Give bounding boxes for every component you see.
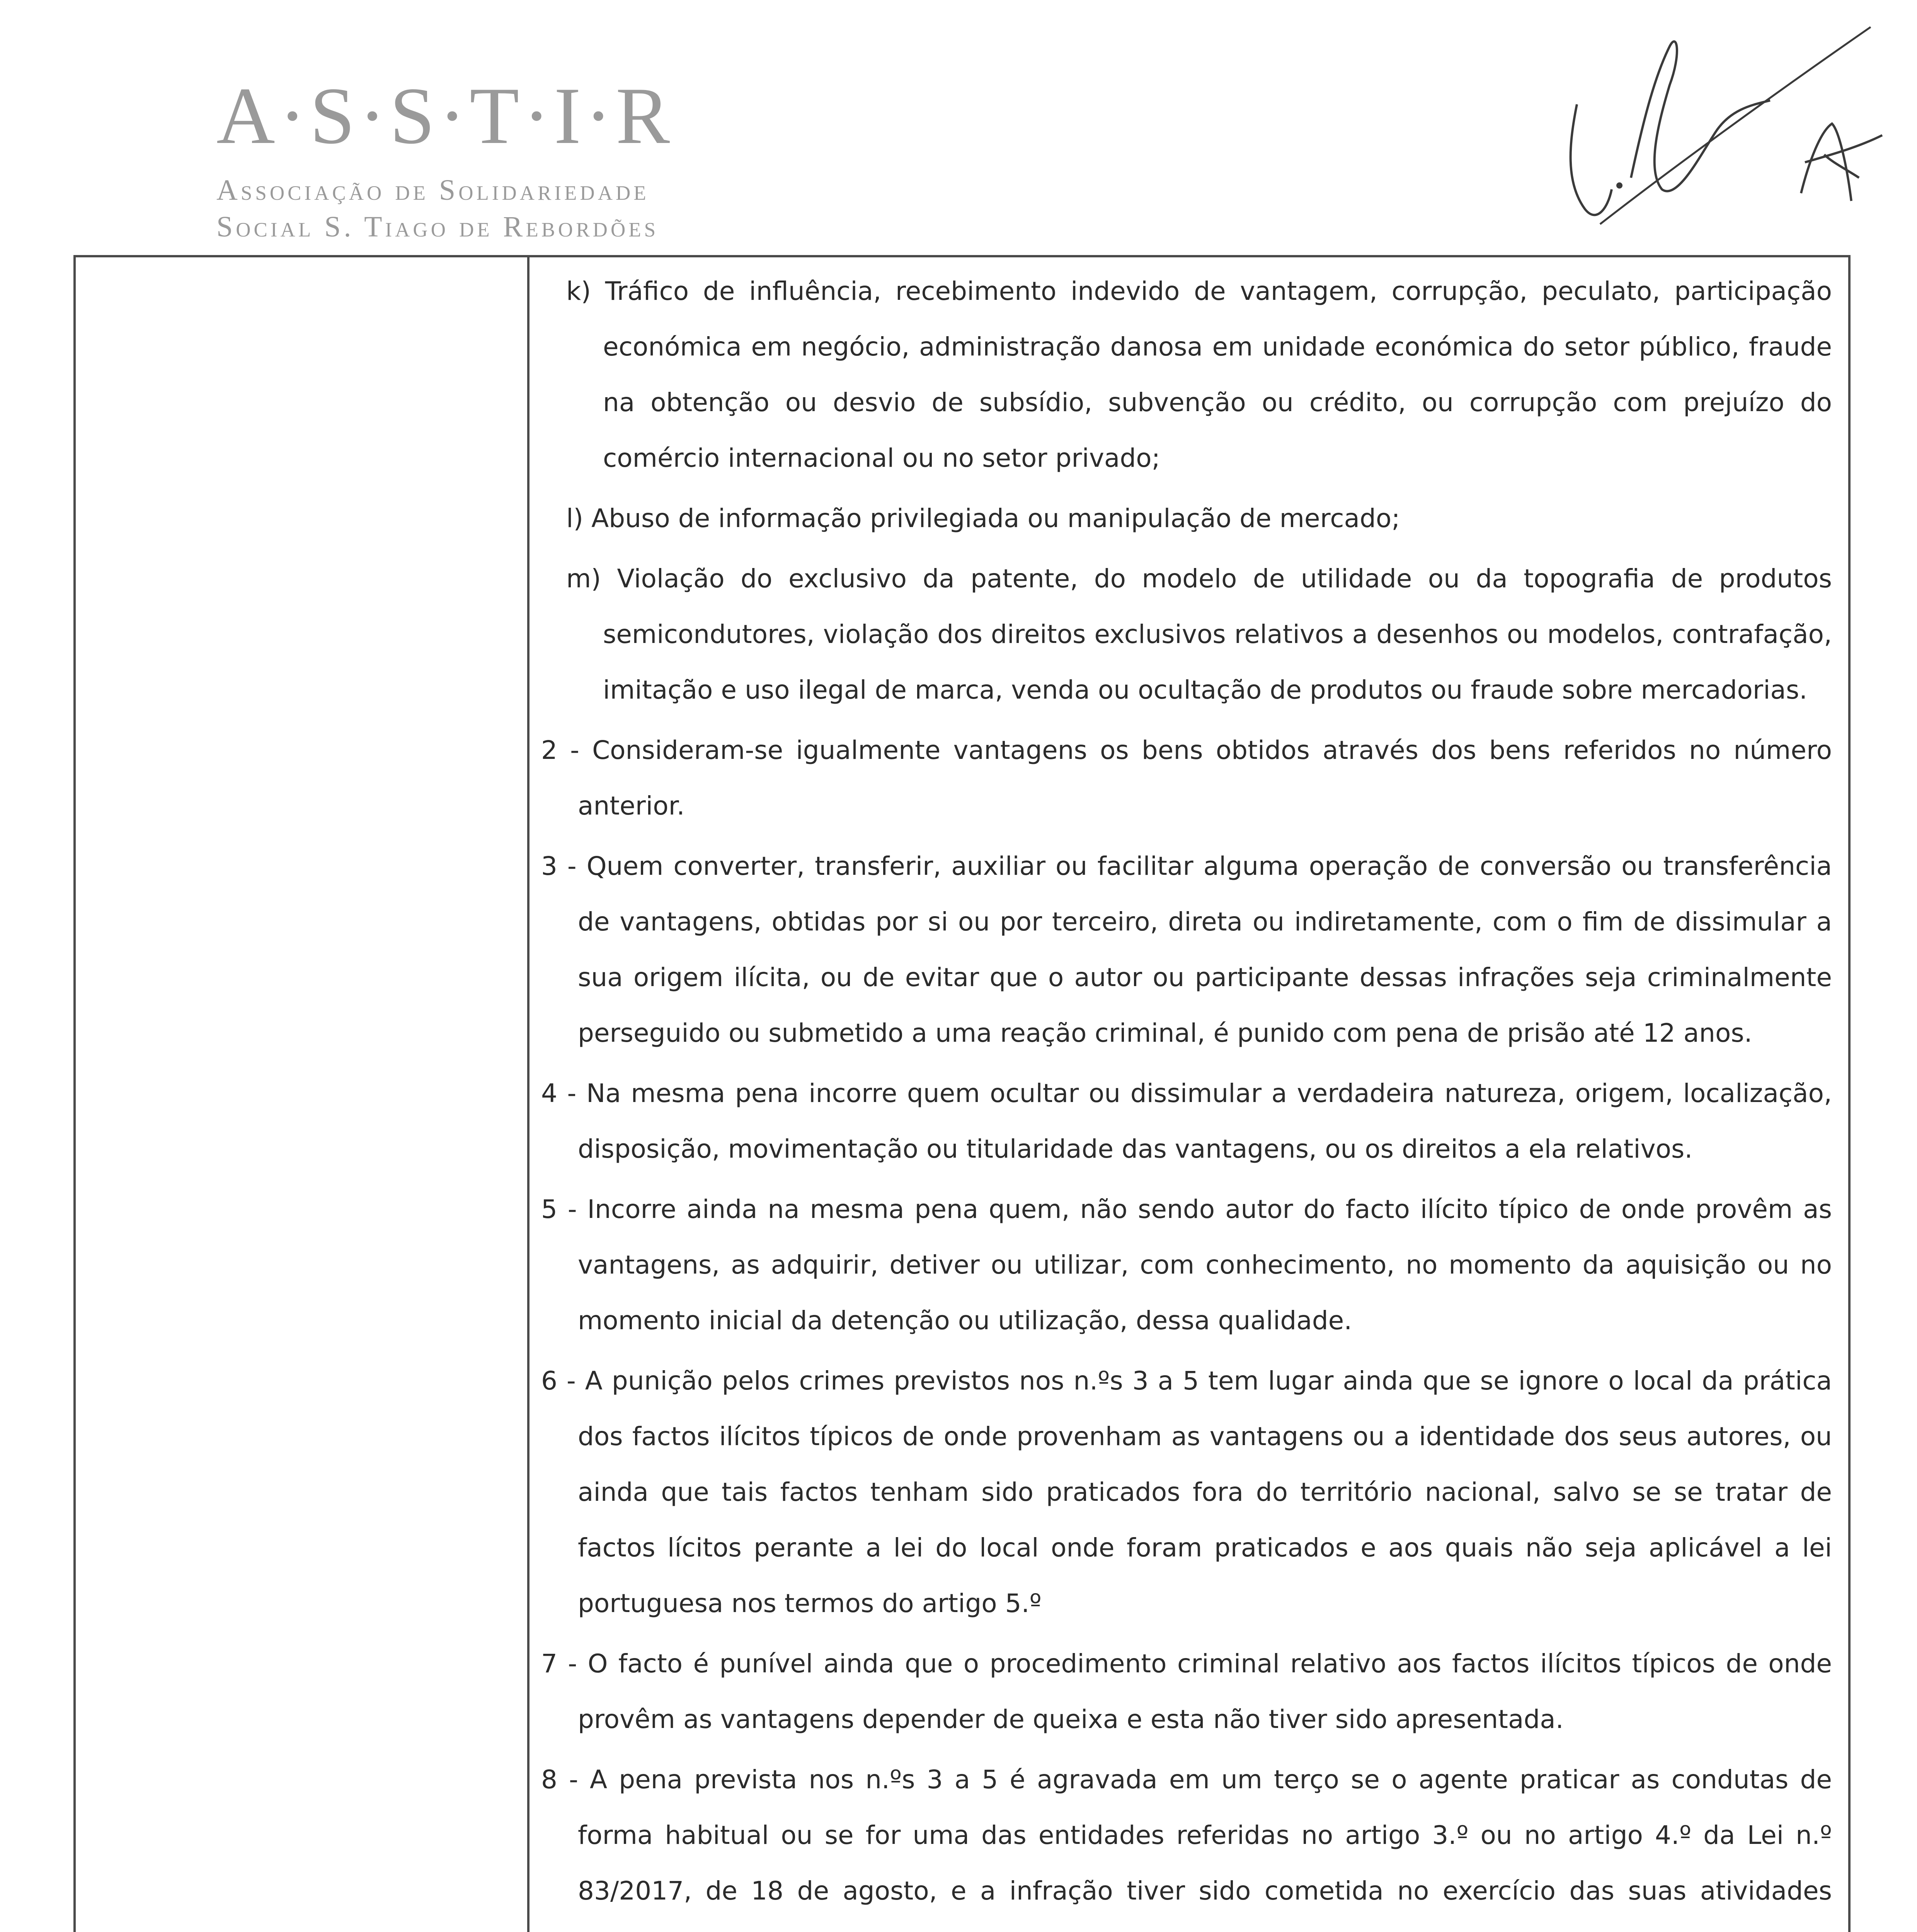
numbered-paragraph: 6 - A punição pelos crimes previstos nos n.ºs 3 a 5 tem lugar ainda que se ignore o local da prática dos factos ilícitos típicos de onde provenham as vantagens ou a identidade dos seus autores, ou ainda que tais factos tenham sido praticados fora do território nacional, salvo se se tratar de factos lícitos perante a lei do local onde foram praticados e aos quais não seja aplicável a lei portuguesa nos termos do artigo 5.º xyxy=(541,1366,1832,1618)
table-left-column xyxy=(73,255,529,1932)
numbered-paragraph: 3 - Quem converter, transferir, auxiliar ou facilitar alguma operação de conversão ou transferência de vantagens, obtidas por si ou por terceiro, direta ou indiretamente, com o fim de dissimular a sua origem ilícita, ou de evitar que o autor ou participante dessas infrações seja criminalmente perseguido ou submetido a uma reação criminal, é punido com pena de prisão até 12 anos. xyxy=(541,851,1832,1048)
list-item: m) Violação do exclusivo da patente, do modelo de utilidade ou da topografia de produtos semicondutores, violação dos direitos exclusivos relativos a desenhos ou modelos, contrafação, imitação e uso ilegal de marca, venda ou ocultação de produtos ou fraude sobre mercadorias. xyxy=(566,564,1832,705)
numbered-paragraph: 4 - Na mesma pena incorre quem ocultar ou dissimular a verdadeira natureza, origem, localização, disposição, movimentação ou titularidade das vantagens, ou os direitos a ela relativos. xyxy=(541,1078,1832,1164)
signature-icon xyxy=(1554,8,1886,247)
numbered-paragraph: 5 - Incorre ainda na mesma pena quem, não sendo autor do facto ilícito típico de onde provêm as vantagens, as adquirir, detiver ou utilizar, com conhecimento, no momento da aquisição ou no momento inicial da detenção ou utilização, dessa qualidade. xyxy=(541,1194,1832,1335)
list-item: k) Tráfico de influência, recebimento indevido de vantagem, corrupção, peculato, participação económica em negócio, administração danosa em unidade económica do setor público, fraude na obtenção ou desvio de subsídio, subvenção ou crédito, ou corrupção com prejuízo do comércio internacional ou no setor privado; xyxy=(566,276,1832,473)
table-right-border xyxy=(1848,255,1851,1932)
logo-mark: A·S·S·T·I·R xyxy=(216,71,674,161)
logo-line-2: Social S. Tiago de Rebordões xyxy=(216,211,659,243)
organization-logo xyxy=(216,71,873,245)
numbered-paragraph: 7 - O facto é punível ainda que o procedimento criminal relativo aos factos ilícitos típicos de onde provêm as vantagens depender de queixa e esta não tiver sido apresentada. xyxy=(541,1649,1832,1734)
numbered-paragraph: 8 - A pena prevista nos n.ºs 3 a 5 é agravada em um terço se o agente praticar as condutas de forma habitual ou se for uma das entidades referidas no artigo 3.º ou no artigo 4.º da Lei n.º 83/2017, de 18 de agosto, e a infração tiver sido cometida no exercício das suas atividades xyxy=(541,1765,1832,1906)
logo-line-1: Associação de Solidariedade xyxy=(216,174,649,206)
numbered-paragraph: 2 - Consideram-se igualmente vantagens os bens obtidos através dos bens referidos no número anterior. xyxy=(541,735,1832,821)
document-table xyxy=(73,255,1851,1932)
list-item: l) Abuso de informação privilegiada ou manipulação de mercado; xyxy=(566,503,1400,533)
legal-text-section xyxy=(541,264,1832,1932)
